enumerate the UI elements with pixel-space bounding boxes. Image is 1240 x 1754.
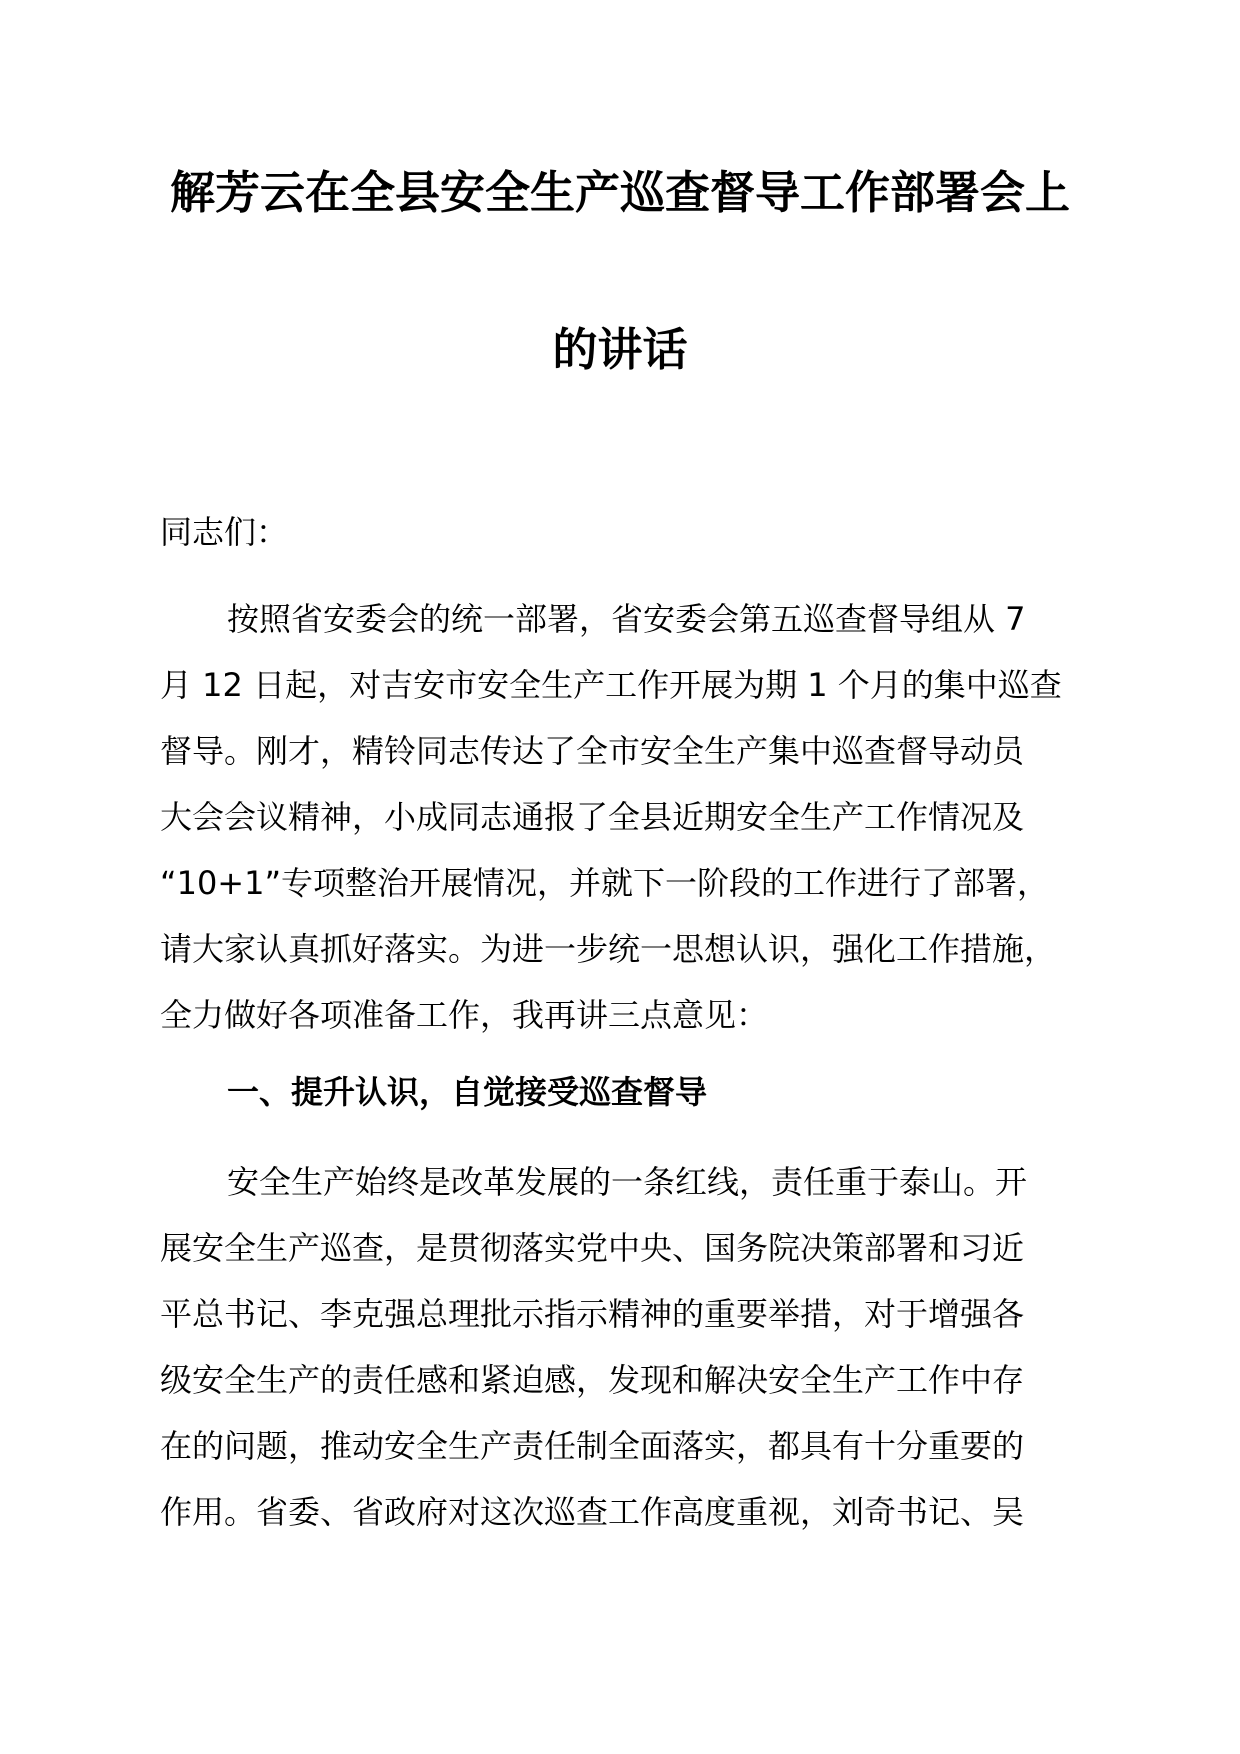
section-heading: 一、提升认识，自觉接受巡查督导 — [227, 1073, 708, 1111]
paragraph-line: 展安全生产巡查，是贯彻落实党中央、国务院决策部署和习近 — [160, 1229, 1025, 1267]
paragraph-line: “10+1”专项整治开展情况，并就下一阶段的工作进行了部署， — [160, 864, 1050, 902]
paragraph-line: 全力做好各项准备工作，我再讲三点意见： — [160, 996, 769, 1034]
paragraph-line: 督导。刚才，精铃同志传达了全市安全生产集中巡查督导动员 — [160, 732, 1025, 770]
paragraph-line: 请大家认真抓好落实。为进一步统一思想认识，强化工作措施， — [160, 930, 1057, 968]
paragraph-line: 平总书记、李克强总理批示指示精神的重要举措，对于增强各 — [160, 1295, 1025, 1333]
paragraph-line: 安全生产始终是改革发展的一条红线，责任重于泰山。开 — [227, 1163, 1028, 1201]
paragraph-line: 在的问题，推动安全生产责任制全面落实，都具有十分重要的 — [160, 1427, 1025, 1465]
paragraph-line: 月 12 日起，对吉安市安全生产工作开展为期 1 个月的集中巡查 — [160, 666, 1062, 704]
paragraph-line: 大会会议精神，小成同志通报了全县近期安全生产工作情况及 — [160, 798, 1025, 836]
salutation: 同志们： — [160, 513, 289, 551]
document-title-line-2: 的讲话 — [552, 323, 688, 376]
document-title-line-1: 解芳云在全县安全生产巡查督导工作部署会上 — [169, 166, 1070, 219]
paragraph-2 — [160, 1149, 1027, 1545]
paragraph-1 — [160, 586, 1062, 1048]
paragraph-line: 按照省安委会的统一部署，省安委会第五巡查督导组从 7 — [227, 600, 1026, 638]
paragraph-line: 作用。省委、省政府对这次巡查工作高度重视，刘奇书记、吴 — [160, 1493, 1025, 1531]
paragraph-line: 级安全生产的责任感和紧迫感，发现和解决安全生产工作中存 — [160, 1361, 1025, 1399]
